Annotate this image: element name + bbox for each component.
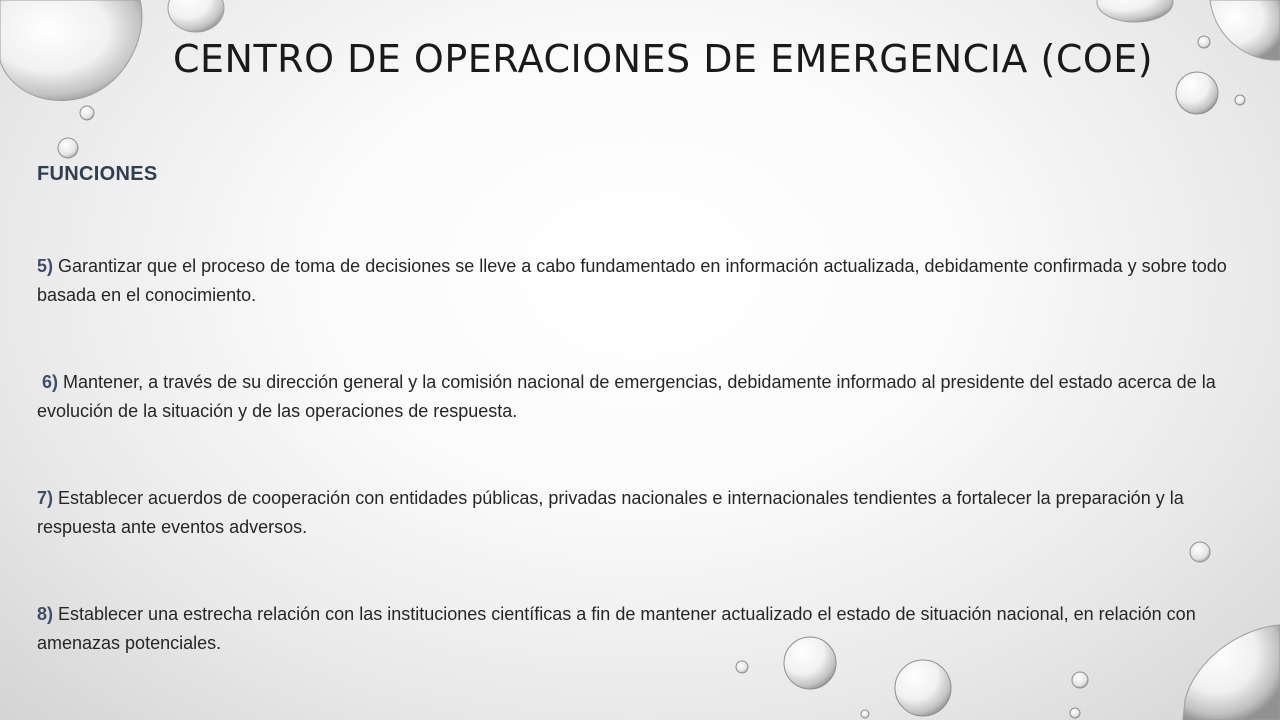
droplet-bottom-small-1: [736, 661, 748, 673]
function-item-number: 7): [37, 488, 54, 508]
function-item-5: [37, 252, 1262, 310]
function-item-text: Establecer acuerdos de cooperación con entidades públicas, privadas nacionales e internacionales tendientes a fortalecer la preparación y la respuesta ante eventos adversos.: [37, 488, 1184, 537]
droplet-bottom-small-4: [861, 710, 869, 718]
droplet-bottom-small-2: [1072, 672, 1088, 688]
section-heading: FUNCIONES: [37, 163, 158, 185]
function-item-6: [37, 368, 1262, 426]
droplet-top-left-medium: [168, 0, 224, 32]
function-item-8: [37, 600, 1262, 658]
droplet-bottom-small-3: [1070, 708, 1080, 718]
function-item-number: 5): [37, 256, 54, 276]
function-item-text: Establecer una estrecha relación con las instituciones científicas a fin de mantener actualizado el estado de situación nacional, en relación con amenazas potenciales.: [37, 604, 1196, 653]
slide-title: CENTRO DE OPERACIONES DE EMERGENCIA (COE): [173, 37, 1154, 81]
droplet-top-right-large: [1097, 0, 1173, 22]
function-item-number: 6): [42, 372, 59, 392]
function-item-text: Garantizar que el proceso de toma de decisiones se lleve a cabo fundamentado en información actualizada, debidamente confirmada y sobre todo basada en el conocimiento.: [37, 256, 1227, 305]
droplet-right-small: [1190, 542, 1210, 562]
droplet-top-left-small-2: [58, 138, 78, 158]
droplet-top-right-tiny: [1235, 95, 1245, 105]
function-item-number: 8): [37, 604, 54, 624]
droplet-top-left-large: [0, 0, 142, 100]
droplet-bottom-medium-2: [895, 660, 951, 716]
droplet-top-left-small: [80, 106, 94, 120]
function-item-text: Mantener, a través de su dirección general y la comisión nacional de emergencias, debidamente informado al presidente del estado acerca de la evolución de la situación y de las operaciones de respuesta.: [37, 372, 1216, 421]
function-item-7: [37, 484, 1262, 542]
